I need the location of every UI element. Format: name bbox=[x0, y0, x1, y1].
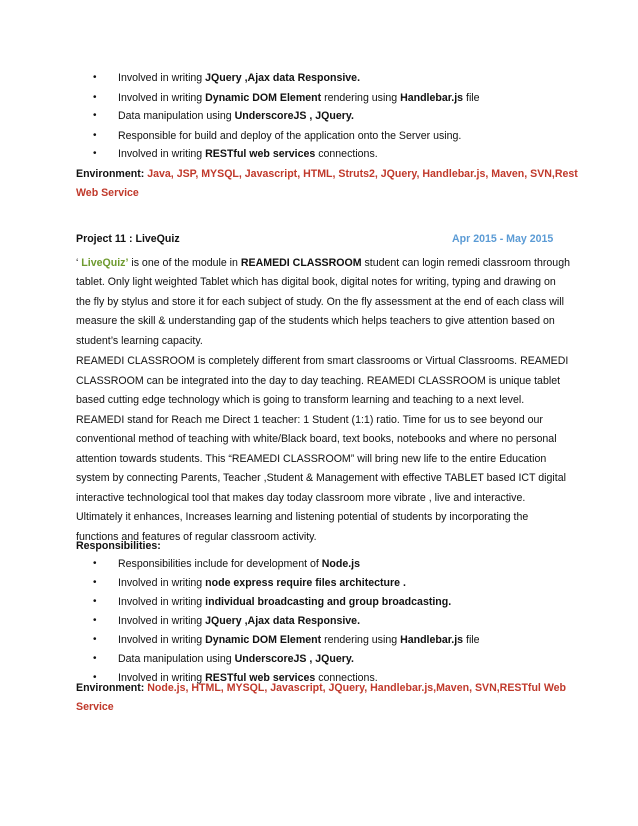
bullet-icon: • bbox=[93, 615, 97, 626]
bullet-icon: • bbox=[93, 110, 97, 121]
environment-line-2-cont: Service bbox=[76, 701, 114, 713]
description-line: based cutting edge technology which is going to transform learning and teaching to a next level. bbox=[76, 394, 525, 406]
bullet-icon: • bbox=[93, 653, 97, 664]
project-description bbox=[76, 352, 569, 547]
bullet-icon: • bbox=[93, 72, 97, 83]
project-intro bbox=[76, 234, 570, 351]
intro-line: tablet. Only light weighted Tablet which has digital book, digital notes for writing, typing and drawing on bbox=[76, 276, 556, 288]
intro-line: student’s learning capacity. bbox=[76, 334, 203, 347]
description-line: Ultimately it enhances, Increases learning and listening potential of students by incorporating the bbox=[76, 511, 529, 523]
description-line: conventional method of teaching with white/Black board, text books, notebooks and where no personal bbox=[76, 433, 557, 445]
environment-value: Node.js, HTML, MYSQL, Javascript, JQuery, Handlebar.js,Maven, SVN,RESTful Web bbox=[147, 682, 566, 694]
environment-value: Java, JSP, MYSQL, Javascript, HTML, Struts2, JQuery, Handlebar.js, Maven, SVN,Rest bbox=[147, 168, 578, 180]
project-name: LiveQuiz’ bbox=[81, 256, 129, 269]
description-line: interactive technological tool that makes day today classroom more vibrate , live and interactive. bbox=[76, 491, 526, 504]
environment-line-1-cont: Web Service bbox=[76, 187, 139, 199]
environment-label: Environment: bbox=[76, 682, 145, 694]
description-line: functions and features of regular classroom activity. bbox=[76, 530, 317, 543]
project-title: Project 11 : LiveQuiz bbox=[76, 233, 180, 245]
description-line: attention towards students. This “REAMEDI CLASSROOM” will bring new life to the entire Education bbox=[76, 452, 547, 465]
responsibilities-heading: Responsibilities: bbox=[76, 540, 161, 552]
description-line: REAMEDI CLASSROOM is completely different from smart classrooms or Virtual Classrooms. REAMEDI bbox=[76, 355, 569, 367]
resume-page: • Involved in writing JQuery ,Ajax data Responsive. • Involved in writing Dynamic DOM Element rendering using Handlebar.js file • Data manipulation using UnderscoreJS , JQuery. • Responsible for build and deploy of the application onto the Server using. • Involved in writing RESTful web services connections. Environment: Java, JSP, MYSQL, Javascript, HTML, Struts2, JQuery, Handlebar.js, Maven, SVN,Rest Web Service Project 11 : LiveQuiz Apr 2015 - May 2015 ‘ LiveQuiz’ is one of the module in REAMEDI CLASSROOM student can login remedi classroom through tablet. Only light weighted Tablet which has digital book, digital notes for writing, typing and drawing on the fly by stylus and store it for each subject of study. On the fly assessment at the end of each class will measure the skill & understanding gap of the students which helps teachers to give attention based on student’s learning capacity. REAMEDI CLASSROOM is completely different from smart classrooms or Virtual Classrooms. REAMEDI CLASSROOM can be integrated into the day to day teaching. REAMEDI CLASSROOM is unique tablet based cutting edge technology which is going to transform learning and teaching to a next level. REAMEDI stand for Reach me Direct 1 teacher: 1 Student (1:1) ratio. Time for us to see beyond our conventional method of teaching with white/Black board, text books, notebooks and where no personal attention towards students. This “REAMEDI CLASSROOM” will bring new life to the entire Education system by connecting Parents, Teacher ,Student & Management with effective TABLET based ICT digital interactive technological tool that makes day today classroom more vibrate , live and interactive. Ultimately it enhances, Increases learning and listening potential of students by incorporating the functions and features of regular classroom activity. Responsibilities: • Responsibilities include for development of Node.js • Involved in writing node express require files architecture . • Involved in writing individual broadcasting and group broadcasting. • Involved in writing JQuery ,Ajax data Responsive. • Involved in writing Dynamic DOM Element rendering using Handlebar.js file • Data manipulation using UnderscoreJS , JQuery. • Involved in writing RESTful web services connections. Environment: Node.js, HTML, MYSQL, Javascript, JQuery, Handlebar.js,Maven, SVN,RESTful Web Service bbox=[76, 72, 578, 713]
description-line: REAMEDI stand for Reach me Direct 1 teacher: 1 Student (1:1) ratio. Time for us to see beyond our bbox=[76, 413, 543, 426]
environment-line-1 bbox=[76, 167, 578, 181]
bullet-icon: • bbox=[93, 558, 97, 569]
bullet-icon: • bbox=[93, 596, 97, 607]
intro-line: ‘ LiveQuiz’ is one of the module in REAMEDI CLASSROOM student can login remedi classroom through bbox=[76, 256, 570, 269]
project-dates: Apr 2015 - May 2015 bbox=[452, 233, 554, 245]
environment-line-2 bbox=[76, 681, 566, 695]
description-line: CLASSROOM can be integrated into the day to day teaching. REAMEDI CLASSROOM is unique tablet bbox=[76, 374, 561, 387]
bullet-icon: • bbox=[93, 130, 97, 141]
bullet-icon: • bbox=[93, 92, 97, 103]
bullet-icon: • bbox=[93, 672, 97, 683]
bullet-icon: • bbox=[93, 634, 97, 645]
intro-line: the fly by stylus and store it for each subject of study. On the fly assessment at the end of each class will bbox=[76, 295, 564, 308]
environment-label: Environment: bbox=[76, 168, 145, 180]
bullet-icon: • bbox=[93, 577, 97, 588]
bullet-icon: • bbox=[93, 148, 97, 159]
description-line: system by connecting Parents, Teacher ,Student & Management with effective TABLET based ICT digital bbox=[76, 472, 566, 484]
intro-line: measure the skill & understanding gap of the students which helps teachers to give attention based on bbox=[76, 315, 555, 327]
